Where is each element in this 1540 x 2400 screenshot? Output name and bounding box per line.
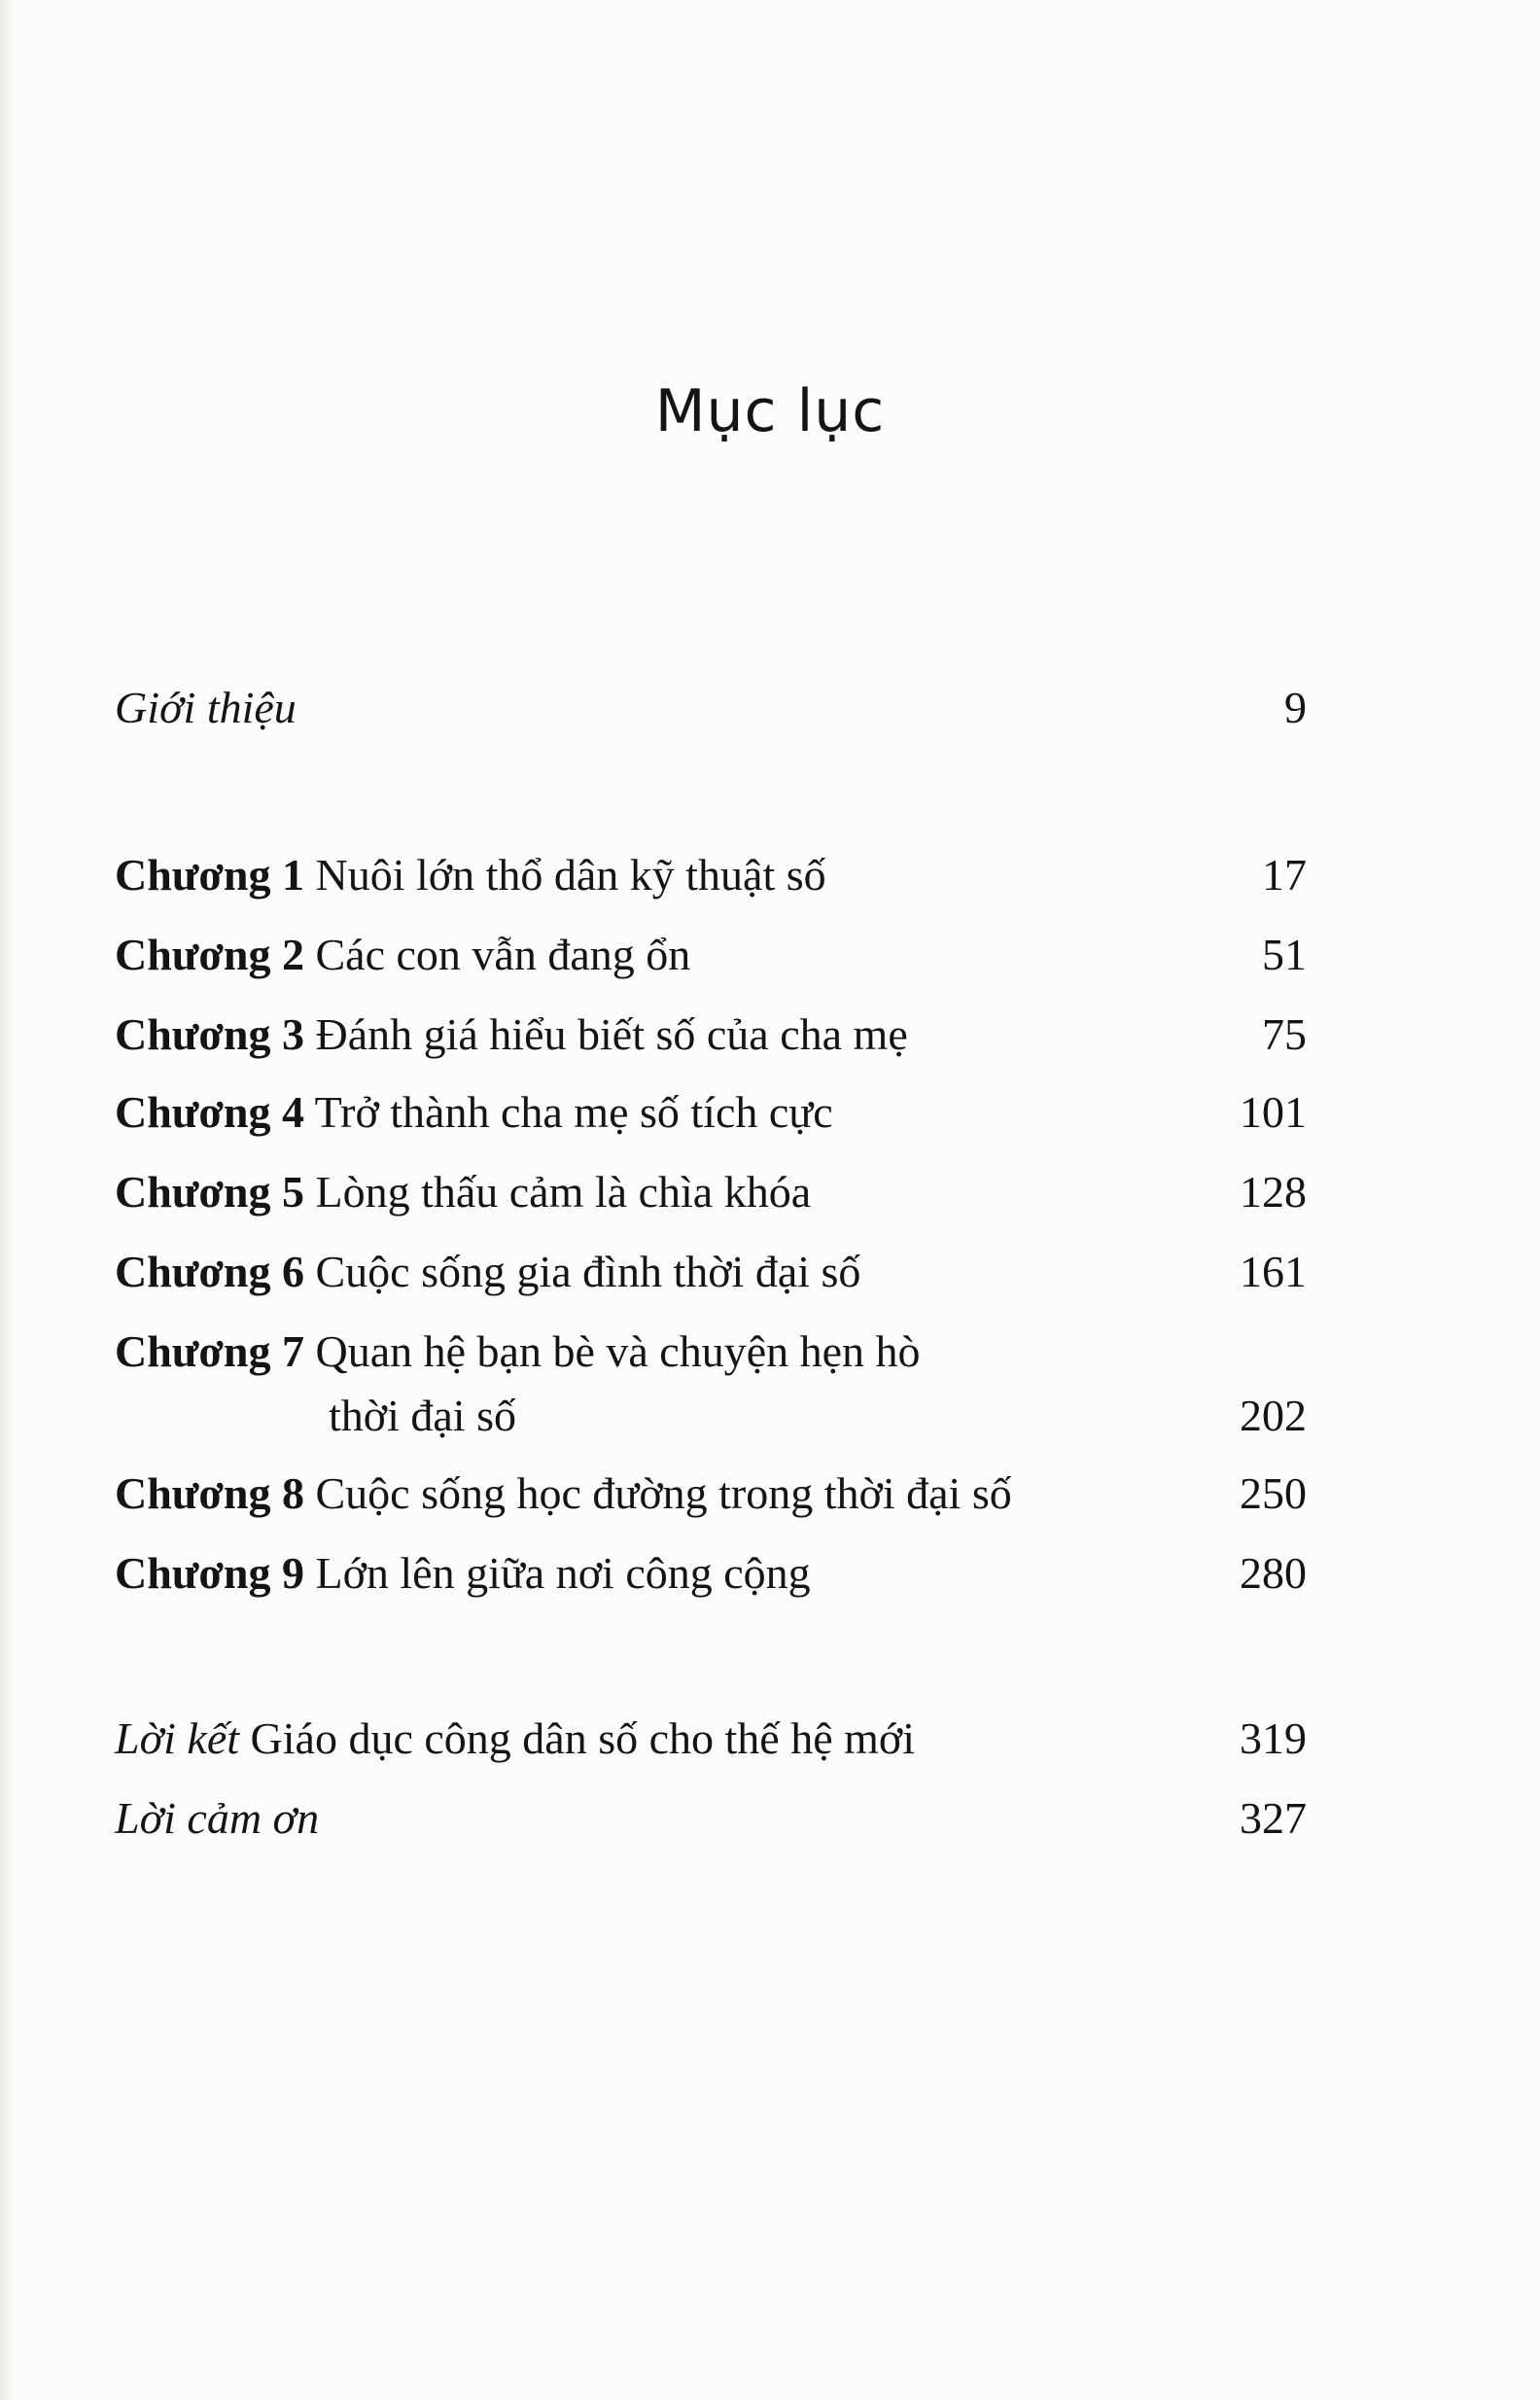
page-edge-shadow <box>0 0 14 2400</box>
toc-chapter-label: Chương 6 <box>115 1247 304 1296</box>
toc-chapter-page: 202 <box>1240 1391 1307 1440</box>
toc-entry-chapter-5 <box>115 1165 1307 1219</box>
toc-chapter-label: Chương 2 <box>115 930 304 979</box>
toc-entry-chapter-9 <box>115 1546 1307 1601</box>
toc-epilogue-title: Giáo dục công dân số cho thế hệ mới <box>250 1713 916 1763</box>
toc-chapter-label: Chương 1 <box>115 850 304 900</box>
toc-epilogue-page: 319 <box>1240 1713 1307 1763</box>
toc-entry-chapter-3 <box>115 1007 1307 1062</box>
toc-chapter-title: Đánh giá hiểu biết số của cha mẹ <box>315 1009 908 1059</box>
toc-chapter-page: 75 <box>1262 1009 1307 1059</box>
toc-chapter-page: 280 <box>1240 1548 1307 1598</box>
toc-chapter-label: Chương 5 <box>115 1167 304 1217</box>
toc-chapter-title-continued: thời đại số <box>329 1391 516 1440</box>
toc-entry-intro <box>115 681 1307 735</box>
toc-entry-chapter-7 <box>115 1324 1307 1379</box>
toc-chapter-page: 51 <box>1262 930 1307 979</box>
toc-chapter-title: Lớn lên giữa nơi công cộng <box>315 1548 811 1598</box>
toc-intro-label: Giới thiệu <box>115 683 297 732</box>
toc-chapter-label: Chương 3 <box>115 1009 304 1059</box>
toc-epilogue-label: Lời kết <box>115 1713 240 1763</box>
toc-chapter-title: Các con vẫn đang ổn <box>315 930 691 979</box>
toc-entry-chapter-6 <box>115 1245 1307 1299</box>
toc-chapter-page: 128 <box>1240 1167 1307 1217</box>
toc-acknowledgements-label: Lời cảm ơn <box>115 1793 320 1843</box>
toc-chapter-page: 101 <box>1240 1087 1307 1137</box>
toc-entry-chapter-2 <box>115 928 1307 982</box>
toc-entry-epilogue <box>115 1712 1307 1766</box>
toc-entry-acknowledgements <box>115 1791 1307 1846</box>
toc-chapter-title: Quan hệ bạn bè và chuyện hẹn hò <box>315 1326 921 1376</box>
toc-chapter-title: Lòng thấu cảm là chìa khóa <box>315 1167 812 1217</box>
toc-chapter-label: Chương 9 <box>115 1548 304 1598</box>
page-title: Mục lục <box>654 377 886 445</box>
toc-entry-chapter-1 <box>115 848 1307 902</box>
toc-chapter-label: Chương 8 <box>115 1468 304 1518</box>
toc-chapter-page: 250 <box>1240 1468 1307 1518</box>
toc-chapter-label: Chương 4 <box>115 1087 304 1137</box>
toc-chapter-title: Cuộc sống học đường trong thời đại số <box>315 1468 1012 1518</box>
toc-acknowledgements-page: 327 <box>1240 1793 1307 1843</box>
toc-intro-page: 9 <box>1284 683 1307 732</box>
toc-chapter-title: Trở thành cha mẹ số tích cực <box>314 1087 833 1137</box>
toc-chapter-title: Nuôi lớn thổ dân kỹ thuật số <box>315 850 826 900</box>
toc-entry-chapter-8 <box>115 1466 1307 1521</box>
toc-entry-chapter-4 <box>115 1085 1307 1140</box>
toc-chapter-label: Chương 7 <box>115 1326 304 1376</box>
toc-chapter-page: 161 <box>1240 1247 1307 1296</box>
toc-chapter-title: Cuộc sống gia đình thời đại số <box>315 1247 861 1296</box>
toc-entry-chapter-7-continued <box>329 1389 1307 1443</box>
toc-chapter-page: 17 <box>1262 850 1307 900</box>
